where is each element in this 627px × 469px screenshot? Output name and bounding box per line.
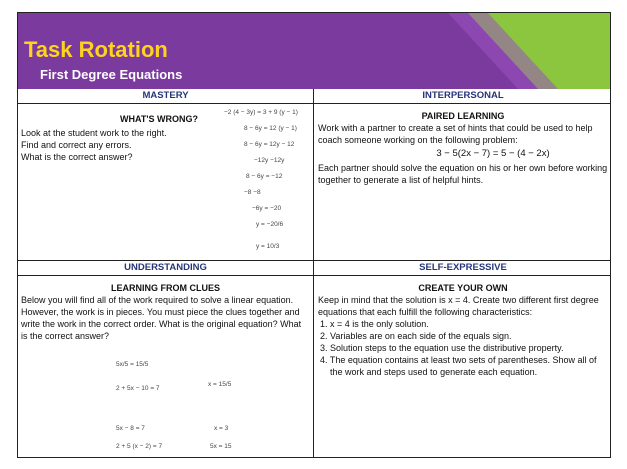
mastery-line: Look at the student work to the right. bbox=[21, 128, 167, 138]
interpersonal-equation: 3 − 5(2x − 7) = 5 − (4 − 2x) bbox=[436, 148, 550, 159]
clue: 2 + 5x − 10 = 7 bbox=[116, 385, 160, 392]
page-title: Task Rotation bbox=[24, 37, 168, 62]
mastery-cell bbox=[18, 89, 314, 261]
clue: 5x − 8 = 7 bbox=[116, 425, 145, 432]
understanding-text: Below you will find all of the work required to solve a linear equation. However, the work is in pieces. You must piece the clues together and write the work in the correct order. What is the original equation? What is the correct answer? bbox=[21, 295, 302, 341]
mastery-category: MASTERY bbox=[18, 89, 313, 104]
interpersonal-category: INTERPERSONAL bbox=[314, 89, 611, 104]
work-step: y = 10/3 bbox=[256, 243, 280, 250]
understanding-title: LEARNING FROM CLUES bbox=[111, 283, 220, 293]
understanding-body bbox=[18, 294, 313, 342]
clue: 2 + 5 (x − 2) = 7 bbox=[116, 443, 163, 450]
interpersonal-cell bbox=[314, 89, 611, 261]
task-grid bbox=[18, 89, 611, 458]
self-expressive-intro: Keep in mind that the solution is x = 4. Create two different first degree equations that each fulfill the following characteristics: bbox=[318, 295, 599, 317]
worksheet bbox=[17, 12, 611, 458]
page-subtitle: First Degree Equations bbox=[40, 67, 183, 82]
understanding-category: UNDERSTANDING bbox=[18, 261, 313, 276]
understanding-cell bbox=[18, 261, 314, 458]
list-item: 1. x = 4 is the only solution. bbox=[320, 319, 429, 329]
mastery-instructions bbox=[21, 127, 221, 163]
clue: 5x/5 = 15/5 bbox=[116, 361, 149, 368]
mastery-line: Find and correct any errors. bbox=[21, 140, 132, 150]
mastery-line: What is the correct answer? bbox=[21, 152, 133, 162]
work-step: −12y −12y bbox=[254, 157, 285, 164]
work-step: y = −20/6 bbox=[256, 221, 284, 228]
interpersonal-title: PAIRED LEARNING bbox=[421, 111, 505, 121]
work-step: −8 −8 bbox=[244, 189, 261, 196]
list-item: 2. Variables are on each side of the equals sign. bbox=[320, 331, 512, 341]
work-step: −2 (4 − 3y) = 3 + 9 (y − 1) bbox=[224, 109, 298, 116]
work-step: −6y = −20 bbox=[252, 205, 282, 212]
characteristics-list bbox=[318, 318, 608, 378]
self-expressive-body bbox=[314, 294, 611, 378]
header-banner bbox=[18, 13, 611, 89]
mastery-title: WHAT'S WRONG? bbox=[120, 114, 198, 124]
interpersonal-outro: Each partner should solve the equation on his or her own before working together to generate a list of helpful hints. bbox=[318, 163, 608, 185]
list-item: 3. Solution steps to the equation use the distributive property. bbox=[320, 343, 564, 353]
interpersonal-intro: Work with a partner to create a set of hints that could be used to help coach someone working on the following problem: bbox=[318, 123, 593, 145]
clue: x = 15/5 bbox=[208, 381, 232, 388]
work-step: 8 − 6y = 12 (y − 1) bbox=[244, 125, 297, 132]
list-item: 4. The equation contains at least two sets of parentheses. Show all of the work and steps used to generate each equation. bbox=[320, 355, 597, 377]
self-expressive-category: SELF-EXPRESSIVE bbox=[314, 261, 611, 276]
self-expressive-title: CREATE YOUR OWN bbox=[418, 283, 508, 293]
work-step: 8 − 6y = 12y − 12 bbox=[244, 141, 295, 148]
clue: 5x = 15 bbox=[210, 443, 232, 450]
interpersonal-body bbox=[314, 122, 611, 186]
self-expressive-cell bbox=[314, 261, 611, 458]
work-step: 8 − 6y = −12 bbox=[246, 173, 283, 180]
clue: x = 3 bbox=[214, 425, 229, 432]
